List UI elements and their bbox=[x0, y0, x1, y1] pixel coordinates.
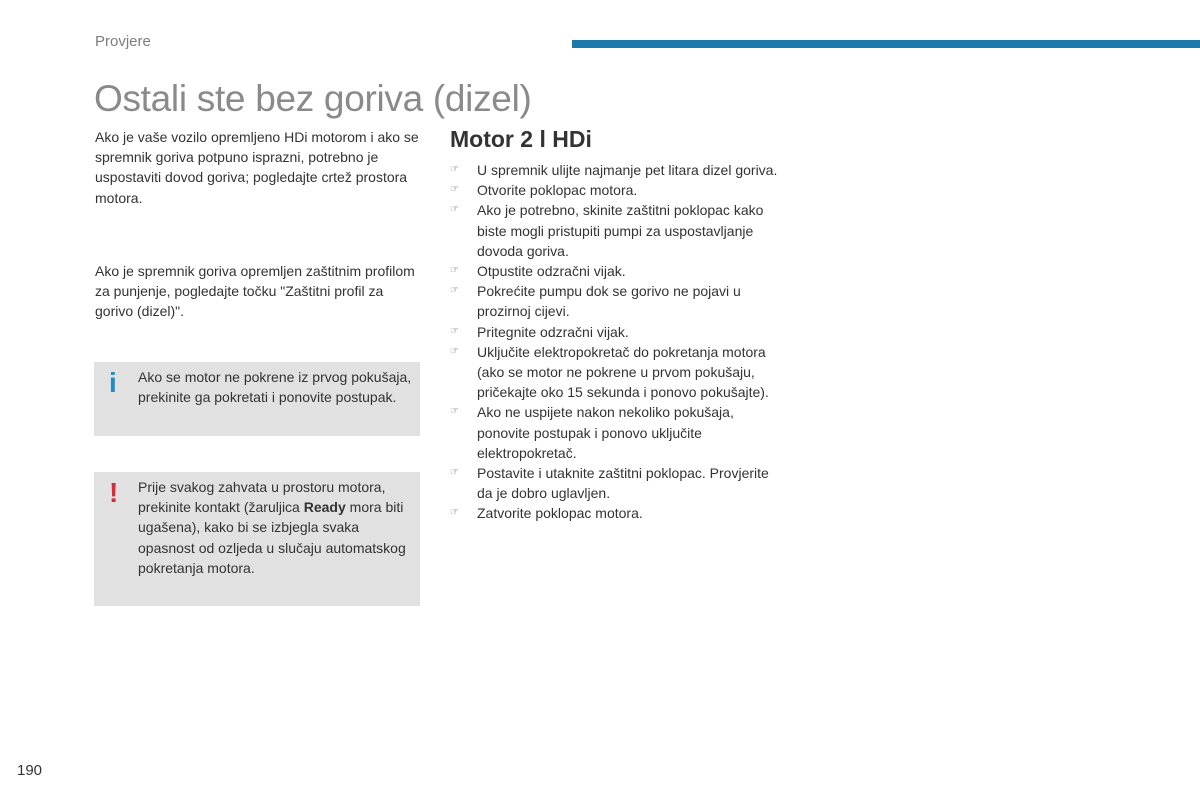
procedure-step-text: Zatvorite poklopac motora. bbox=[477, 505, 643, 522]
warning-text-before: Prije svakog zahvata u prostoru motora, prekinite kontakt (žaruljica bbox=[138, 479, 386, 516]
procedure-step bbox=[450, 503, 780, 523]
procedure-step bbox=[450, 402, 780, 463]
procedure-step-text: Otpustite odzračni vijak. bbox=[477, 263, 626, 280]
procedure-step bbox=[450, 322, 780, 342]
procedure-step-text: Otvorite poklopac motora. bbox=[477, 182, 638, 199]
pointing-hand-icon: ☞ bbox=[450, 507, 459, 519]
procedure-step bbox=[450, 281, 780, 321]
page-number: 190 bbox=[17, 762, 43, 779]
pointing-hand-icon: ☞ bbox=[450, 164, 459, 175]
pointing-hand-icon: ☞ bbox=[450, 406, 459, 418]
procedure-step bbox=[450, 342, 780, 403]
pointing-hand-icon: ☞ bbox=[450, 204, 459, 216]
warning-box bbox=[94, 472, 420, 606]
procedure-step-text: Ako je potrebno, skinite zaštitni poklopac kako biste mogli pristupiti pumpi za uspostavljanje dovoda goriva. bbox=[477, 202, 764, 259]
procedure-step bbox=[450, 261, 780, 281]
procedure-step bbox=[450, 160, 780, 180]
section-label: Provjere bbox=[95, 33, 151, 50]
info-box-text: Ako se motor ne pokrene iz prvog pokušaja, prekinite ga pokretati i ponovite postupak. bbox=[138, 369, 412, 406]
warning-icon: ! bbox=[109, 477, 119, 508]
warning-text-after: mora biti ugašena), kako bi se izbjegla svaka opasnost od ozljeda u slučaju automatskog pokretanja motora. bbox=[138, 499, 406, 576]
pointing-hand-icon: ☞ bbox=[450, 184, 459, 196]
info-icon: i bbox=[109, 367, 117, 398]
procedure-step bbox=[450, 180, 780, 200]
procedure-steps bbox=[450, 160, 780, 524]
filler-profile-paragraph: Ako je spremnik goriva opremljen zaštitnim profilom za punjenje, pogledajte točku "Zaštitni profil za gorivo (dizel)". bbox=[95, 263, 415, 320]
pointing-hand-icon: ☞ bbox=[450, 467, 459, 479]
info-box bbox=[94, 362, 420, 436]
procedure-step-text: Uključite elektropokretač do pokretanja motora (ako se motor ne pokrene u prvom pokušaju, pričekajte oko 15 sekunda i ponovo pokušajte). bbox=[477, 343, 769, 401]
pointing-hand-icon: ☞ bbox=[450, 345, 459, 357]
pointing-hand-icon: ☞ bbox=[450, 265, 459, 277]
warning-text-ready: Ready bbox=[303, 499, 346, 516]
procedure-step-text: Pritegnite odzračni vijak. bbox=[477, 323, 629, 340]
header-accent-bar bbox=[572, 40, 1200, 48]
page-title: Ostali ste bez goriva (dizel) bbox=[94, 78, 532, 119]
warning-box-text bbox=[138, 477, 414, 578]
procedure-heading: Motor 2 l HDi bbox=[450, 126, 592, 152]
procedure-step bbox=[450, 200, 780, 261]
procedure-step-text: Ako ne uspijete nakon nekoliko pokušaja, ponovite postupak i ponovo uključite elektropokretač. bbox=[477, 404, 734, 461]
procedure-step-text: Pokrećite pumpu dok se gorivo ne pojavi u prozirnoj cijevi. bbox=[477, 283, 741, 320]
intro-paragraph: Ako je vaše vozilo opremljeno HDi motorom i ako se spremnik goriva potpuno isprazni, potrebno je uspostaviti dovod goriva; pogledajte crtež prostora motora. bbox=[95, 129, 419, 206]
procedure-step-text: Postavite i utaknite zaštitni poklopac. Provjerite da je dobro uglavljen. bbox=[477, 465, 769, 502]
procedure-step bbox=[450, 463, 780, 503]
pointing-hand-icon: ☞ bbox=[450, 285, 459, 297]
pointing-hand-icon: ☞ bbox=[450, 325, 459, 337]
procedure-step-text: U spremnik ulijte najmanje pet litara dizel goriva. bbox=[477, 162, 778, 178]
